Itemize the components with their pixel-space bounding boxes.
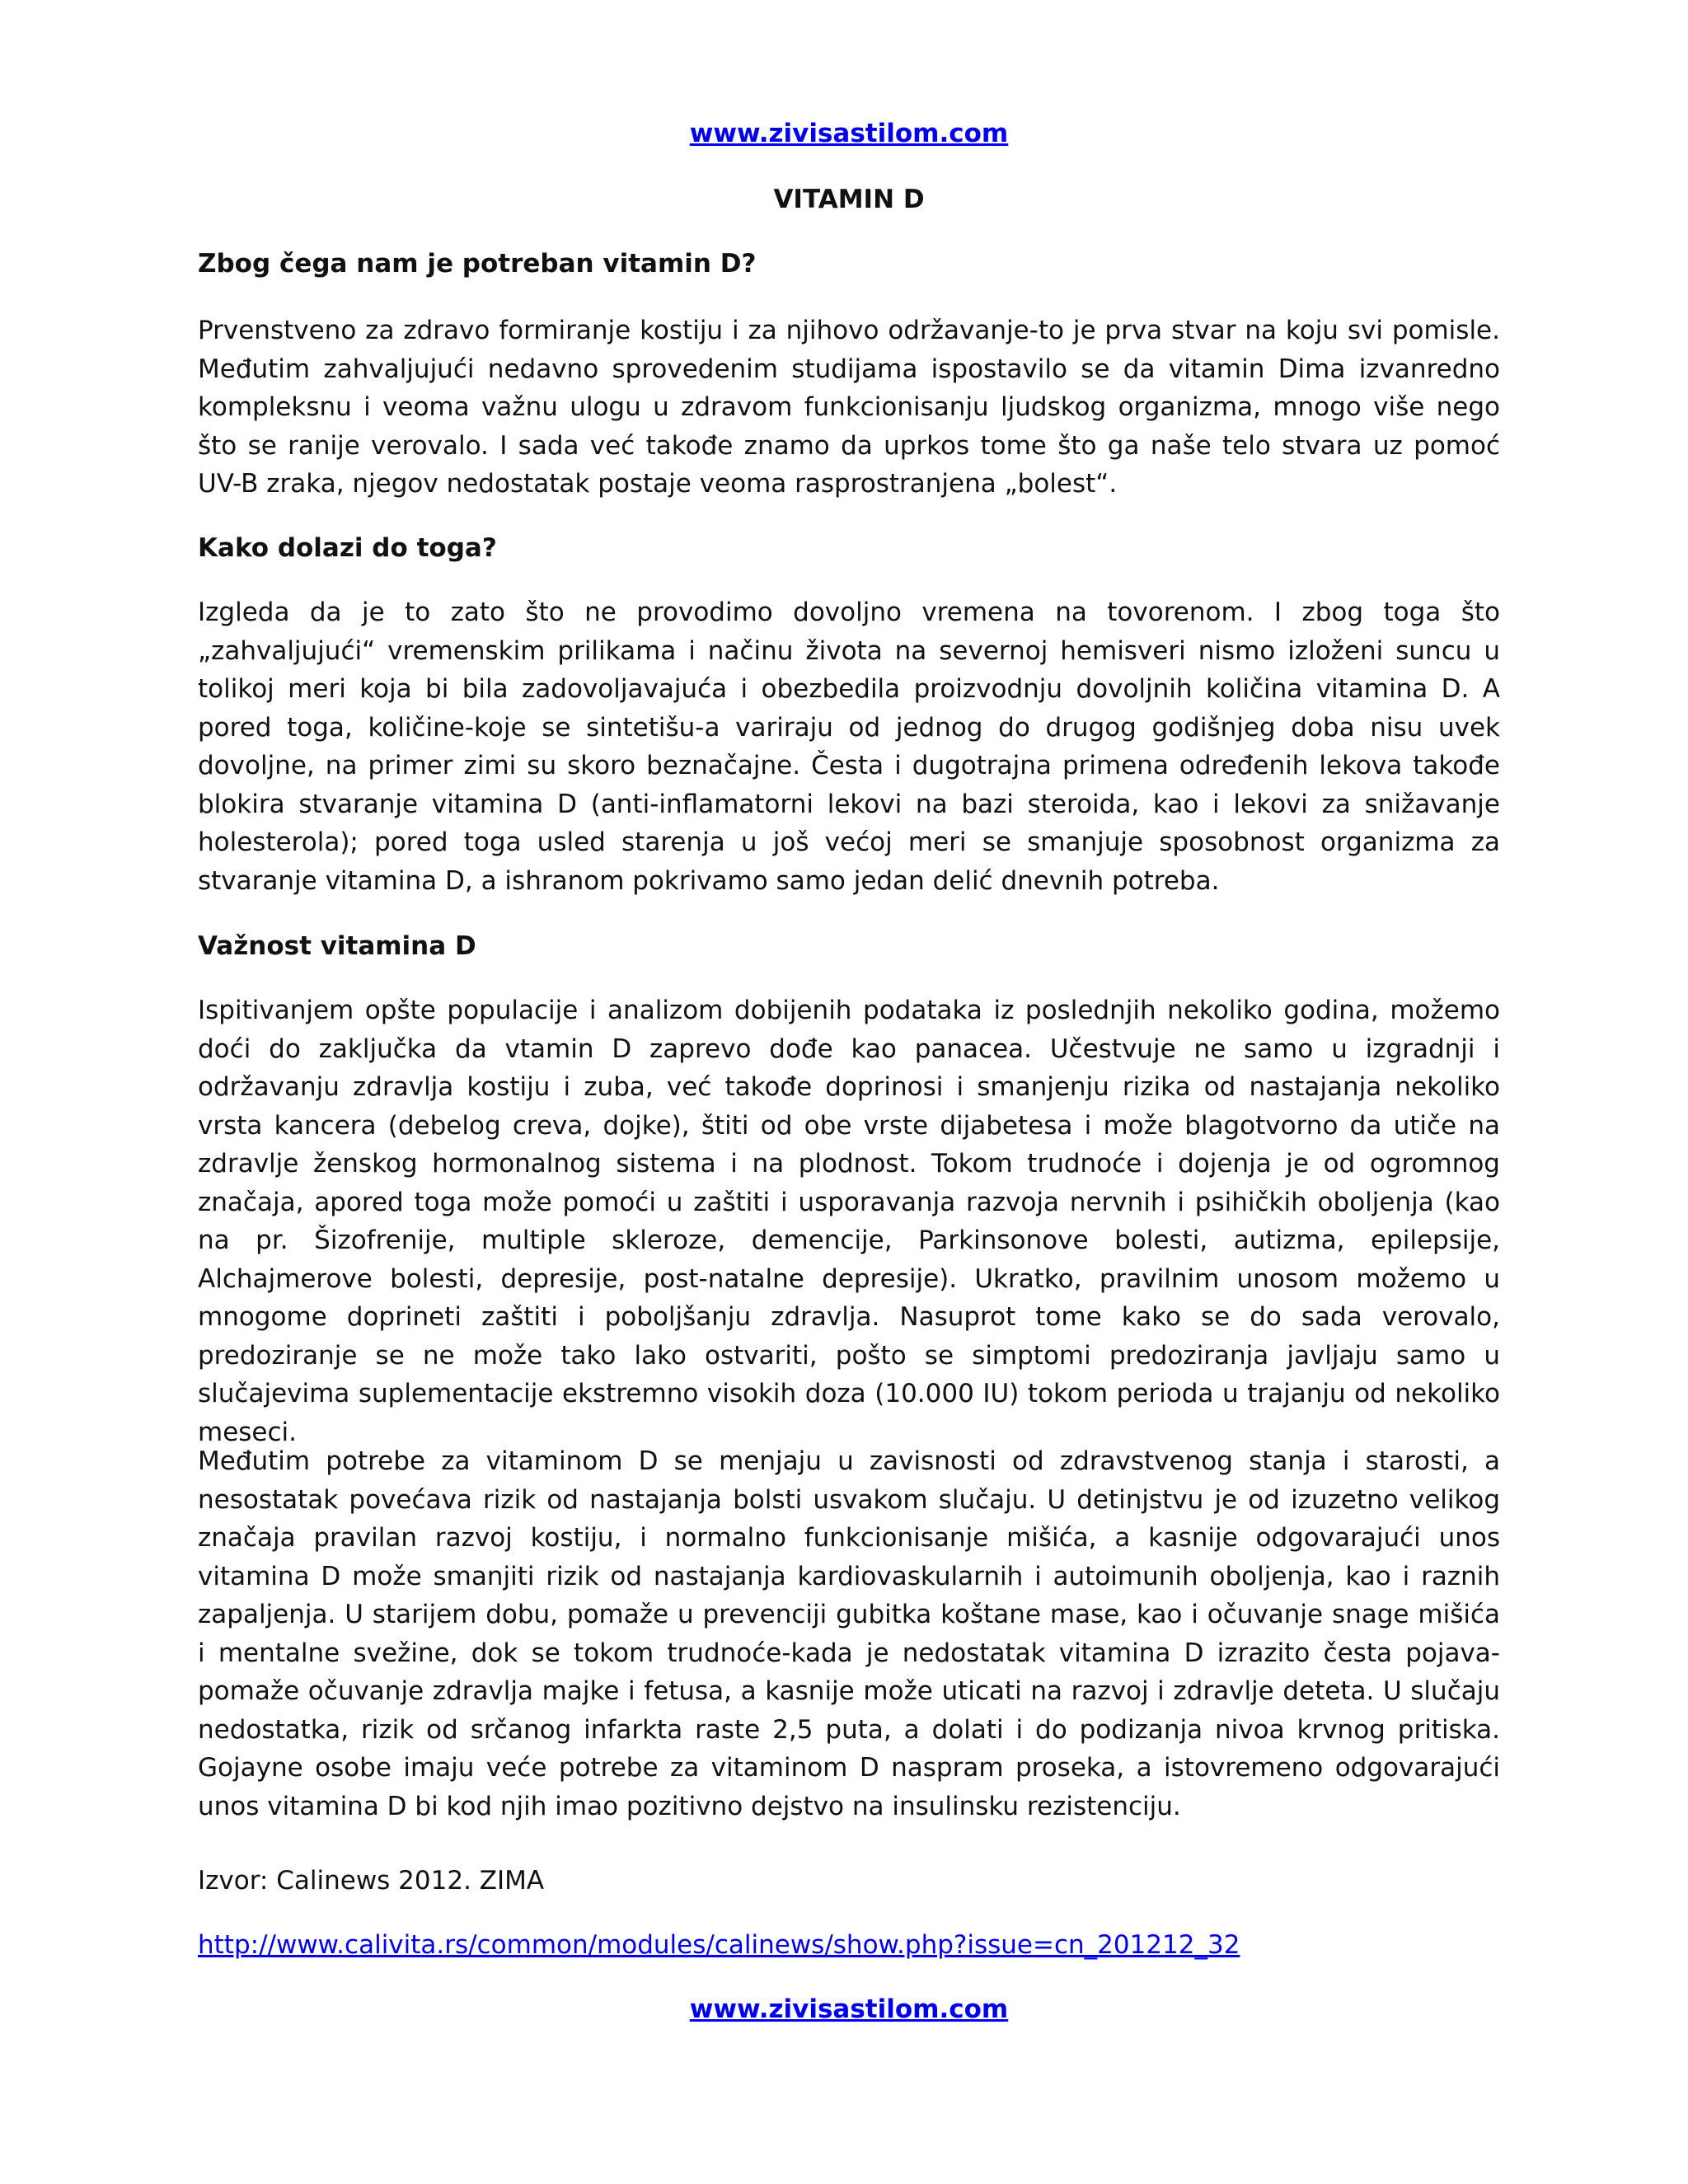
section-heading-why: Zbog čega nam je potreban vitamin D? (198, 249, 757, 279)
paragraph-importance-1: Ispitivanjem opšte populacije i analizom dobijenih podataka iz poslednjih nekoliko godina, možemo doći do zaključka da vtamin D zaprevo dođe kao panacea. Učestvuje ne samo u izgradnji i održavanju zdravlja kostiju i zuba, već takođe doprinosi i smanjenju rizika od nastajanja nekoliko vrsta kancera (debelog creva, dojke), štiti od obe vrste dijabetesa i može blagotvorno da utiče na zdravlje ženskog hormonalnog sistema i na plodnost. Tokom trudnoće i dojenja je od ogromnog značaja, apored toga može pomoći u zaštiti i usporavanja razvoja nervnih i psihičkih oboljenja (kao na pr. Šizofrenije, multiple skleroze, demencije, Parkinsonove bolesti, autizma, epilepsije, Alchajmerove bolesti, depresije, post-natalne depresije). Ukratko, pravilnim unosom možemo u mnogome doprineti zaštiti i poboljšanju zdravlja. Nasuprot tome kako se do sada verovalo, predoziranje se ne može tako lako ostvariti, pošto se simptomi predoziranja javljaju samo u slučajevima suplementacije ekstremno visokih doza (10.000 IU) tokom perioda u trajanju od nekoliko meseci. (198, 996, 1500, 1447)
paragraph-how: Izgleda da je to zato što ne provodimo dovoljno vremena na tovorenom. I zbog toga što „zahvaljujući“ vremenskim prilikama i načinu života na severnoj hemisveri nismo izloženi suncu u tolikoj meri koja bi bila zadovoljavajuća i obezbedila proizvodnju dovoljnih količina vitamina D. A pored toga, količine-koje se sintetišu-a variraju od jednog do drugog godišnjeg doba nisu uvek dovoljne, na primer zimi su skoro beznačajne. Česta i dugotrajna primena određenih lekova takođe blokira stvaranje vitamina D (anti-inflamatorni lekovi na bazi steroida, kao i lekovi za snižavanje holesterola); pored toga usled starenja u još većoj meri se smanjuje sposobnost organizma za stvaranje vitamina D, a ishranom pokrivamo samo jedan delić dnevnih potreba. (198, 598, 1500, 896)
footer-site-link[interactable]: www.zivisastilom.com (689, 1994, 1009, 2024)
source-label: Izvor: Calinews 2012. ZIMA (198, 1866, 545, 1896)
document-title: VITAMIN D (773, 185, 925, 214)
paragraph-importance-2: Međutim potrebe za vitaminom D se menjaju u zavisnosti od zdravstvenog stanja i starosti, a nesostatak povećava rizik od nastajanja bolsti usvakom slučaju. U detinjstvu je od izuzetno velikog značaja pravilan razvoj kostiju, i normalno funkcionisanje mišića, a kasnije odgovarajući unos vitamina D može smanjiti rizik od nastajanja kardiovaskularnih i autoimunih oboljenja, kao i raznih zapaljenja. U starijem dobu, pomaže u prevenciji gubitka koštane mase, kao i očuvanje snage mišića i mentalne svežine, dok se tokom trudnoće-kada je nedostatak vitamina D izrazito česta pojava-pomaže očuvanje zdravlja majke i fetusa, a kasnije može uticati na razvoj i zdravlje deteta. U slučaju nedostatka, rizik od srčanog infarkta raste 2,5 puta, a dolati i do podizanja nivoa krvnog pritiska. Gojayne osobe imaju veće potrebe za vitaminom D naspram proseka, a istovremeno odgovarajući unos vitamina D bi kod njih imao pozitivno dejstvo na insulinsku rezistenciju. (198, 1446, 1500, 1821)
section-heading-importance: Važnost vitamina D (198, 931, 476, 961)
section-heading-how: Kako dolazi do toga? (198, 533, 497, 563)
header-site-link[interactable]: www.zivisastilom.com (689, 119, 1009, 148)
paragraph-why: Prvenstveno za zdravo formiranje kostiju i za njihovo održavanje-to je prva stvar na koju svi pomisle. Međutim zahvaljujući nedavno sprovedenim studijama ispostavilo se da vitamin Dima izvanredno kompleksnu i veoma važnu ulogu u zdravom funkcionisanju ljudskog organizma, mnogo više nego što se ranije verovalo. I sada već takođe znamo da uprkos tome što ga naše telo stvara uz pomoć UV-B zraka, njegov nedostatak postaje veoma rasprostranjena „bolest“. (198, 316, 1500, 499)
source-url-link[interactable]: http://www.calivita.rs/common/modules/calinews/show.php?issue=cn_201212_32 (198, 1930, 1240, 1960)
